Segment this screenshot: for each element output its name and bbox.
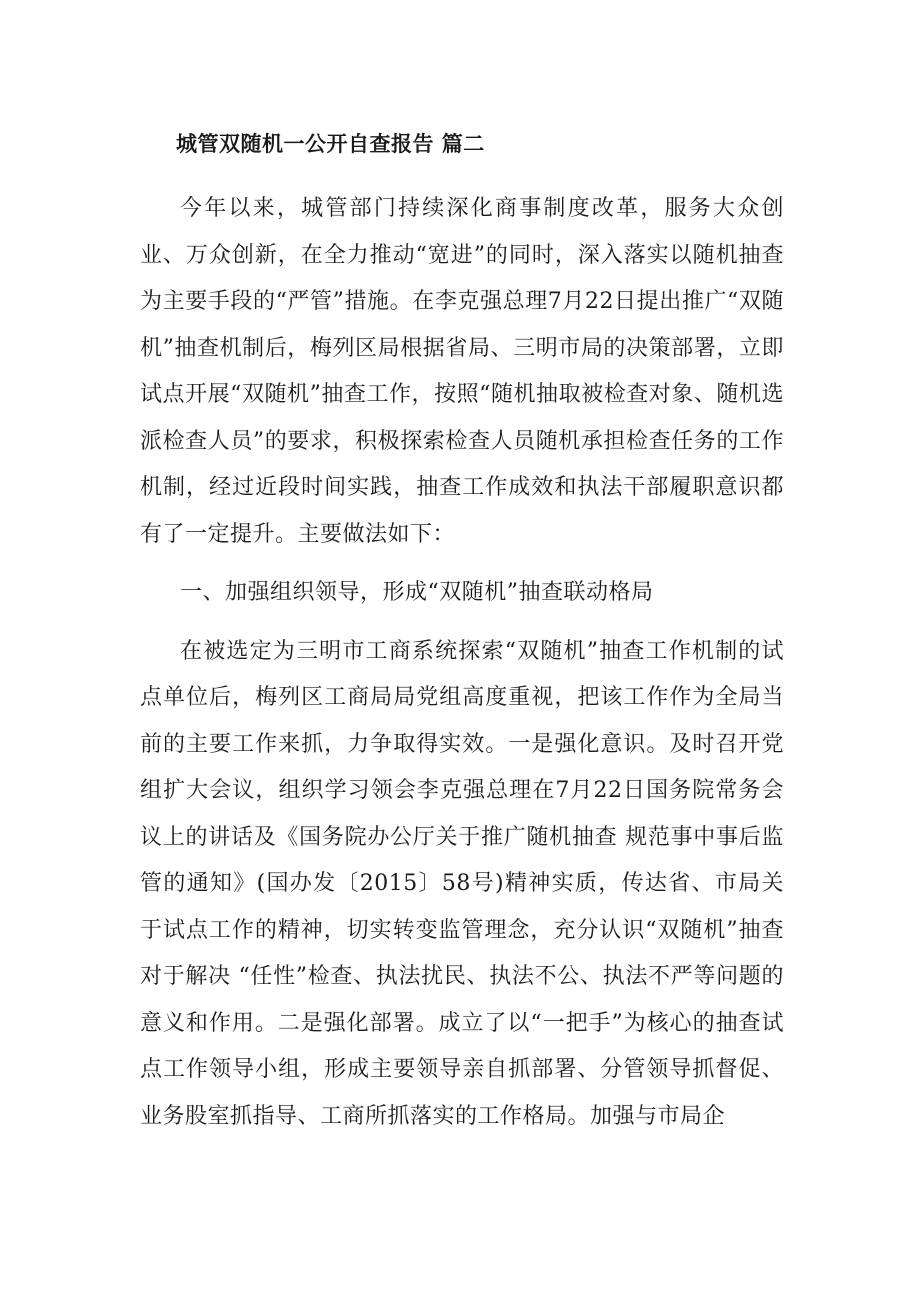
document-body — [140, 122, 784, 1152]
paragraph-section-1: 在被选定为三明市工商系统探索“双随机”抽查工作机制的试点单位后，梅列区工商局局党组高度重视，把该工作作为全局当前的主要工作来抓，力争取得实效。一是强化意识。及时召开党组扩大会议，组织学习领会李克强总理在7月22日国务院常务会议上的讲话及《国务院办公厅关于推广随机抽查 规范事中事后监管的通知》(国办发〔2015〕58号)精神实质，传达省、市局关于试点工作的精神，切实转变监管理念，充分认识“双随机”抽查对于解决 “任性”检查、执法扰民、执法不公、执法不严等问题的意义和作用。二是强化部署。成立了以“一把手”为核心的抽查试点工作领导小组，形成主要领导亲自抓部署、分管领导抓督促、业务股室抓指导、工商所抓落实的工作格局。加强与市局企 — [140, 638, 784, 1129]
paragraph-intro: 今年以来，城管部门持续深化商事制度改革，服务大众创业、万众创新，在全力推动“宽进”的同时，深入落实以随机抽查为主要手段的“严管”措施。在李克强总理7月22日提出推广“双随机”抽查机制后，梅列区局根据省局、三明市局的决策部署，立即试点开展“双随机”抽查工作，按照“随机抽取被检查对象、随机选派检查人员”的要求，积极探索检查人员随机承担检查任务的工作机制，经过近段时间实践，抽查工作成效和执法干部履职意识都有了一定提升。主要做法如下： — [140, 196, 784, 547]
document-title: 城管双随机一公开自查报告 篇二 — [176, 132, 485, 156]
section-heading-1: 一、加强组织领导，形成“双随机”抽查联动格局 — [180, 580, 654, 605]
